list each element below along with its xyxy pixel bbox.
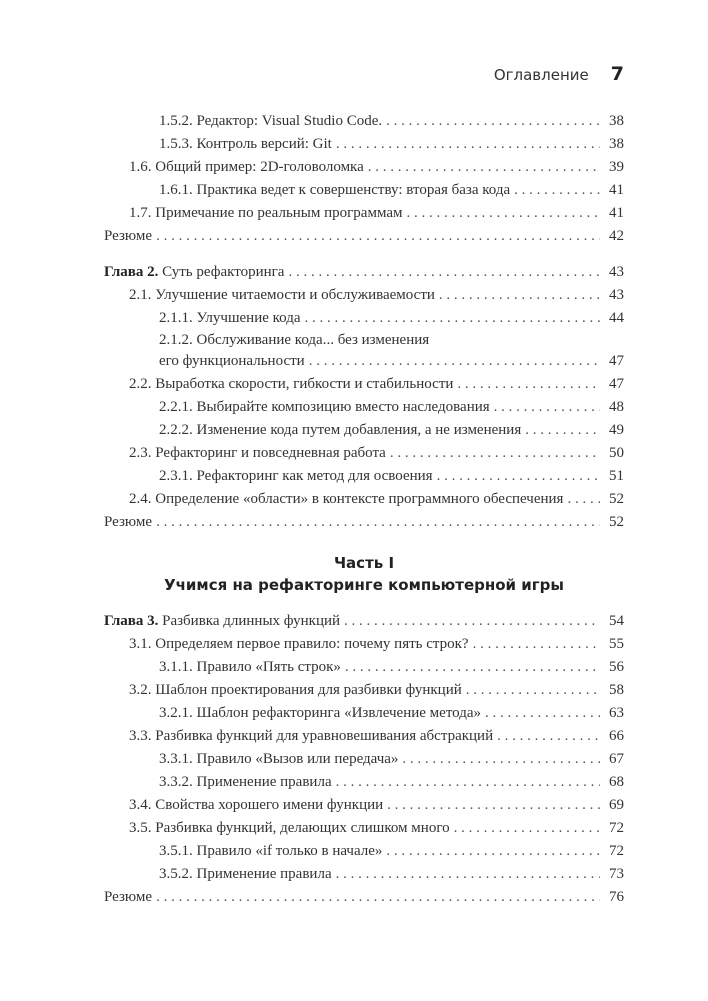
leader-dots: [473, 633, 600, 656]
leader-dots: [336, 133, 600, 156]
leader-dots: [525, 419, 600, 442]
toc-chapter-3[interactable]: Глава 3. Разбивка длинных функций . . . 54: [104, 610, 624, 633]
page-number: 7: [610, 63, 624, 85]
toc-entry[interactable]: 3.5. Разбивка функций, делающих слишком много . . . 72: [104, 817, 624, 840]
part-label: Часть I: [333, 554, 395, 572]
toc-entry[interactable]: 3.4. Свойства хорошего имени функции . . . 69: [104, 794, 624, 817]
leader-dots: [309, 350, 600, 373]
toc-entry[interactable]: 1.6. Общий пример: 2D-головоломка . . . 39: [104, 156, 624, 179]
leader-dots: [305, 307, 600, 330]
toc-entry[interactable]: 1.7. Примечание по реальным программам . . . 41: [104, 202, 624, 225]
toc-entry[interactable]: 1.6.1. Практика ведет к совершенству: вторая база кода . . . 41: [104, 179, 624, 202]
toc-entry[interactable]: Резюме . . . 52: [104, 511, 624, 534]
toc-block-chapter1-tail: [104, 110, 624, 248]
toc-entry[interactable]: 2.1.2. Обслуживание кода... без изменения его функциональности . . . 47: [104, 330, 624, 373]
toc-entry[interactable]: Резюме . . . 42: [104, 225, 624, 248]
leader-dots: [386, 110, 600, 133]
running-head: [494, 63, 624, 85]
toc-entry[interactable]: 3.1.1. Правило «Пять строк» . . . 56: [104, 656, 624, 679]
toc-entry[interactable]: 2.2. Выработка скорости, гибкости и стабильности . . . 47: [104, 373, 624, 396]
leader-dots: [497, 725, 600, 748]
leader-dots: [368, 156, 600, 179]
leader-dots: [437, 465, 600, 488]
toc-entry[interactable]: 3.2.1. Шаблон рефакторинга «Извлечение метода» . . . 63: [104, 702, 624, 725]
toc-entry[interactable]: 3.5.1. Правило «if только в начале» . . . 72: [104, 840, 624, 863]
toc-chapter-2[interactable]: Глава 2. Суть рефакторинга . . . 43: [104, 261, 624, 284]
toc-entry[interactable]: 2.4. Определение «области» в контексте программного обеспечения . . . 52: [104, 488, 624, 511]
leader-dots: [156, 886, 600, 909]
toc-entry[interactable]: 2.3. Рефакторинг и повседневная работа . . . 50: [104, 442, 624, 465]
toc-entry[interactable]: 2.2.2. Изменение кода путем добавления, а не изменения . . . 49: [104, 419, 624, 442]
leader-dots: [494, 396, 600, 419]
leader-dots: [567, 488, 600, 511]
toc-entry[interactable]: 2.3.1. Рефакторинг как метод для освоения . . . 51: [104, 465, 624, 488]
leader-dots: [345, 656, 600, 679]
leader-dots: [156, 511, 600, 534]
toc-entry[interactable]: 3.2. Шаблон проектирования для разбивки функций . . . 58: [104, 679, 624, 702]
leader-dots: [439, 284, 600, 307]
toc-entry[interactable]: 1.5.3. Контроль версий: Git . . . 38: [104, 133, 624, 156]
toc-entry[interactable]: 2.2.1. Выбирайте композицию вместо наследования . . . 48: [104, 396, 624, 419]
toc-entry[interactable]: 3.3.2. Применение правила . . . 68: [104, 771, 624, 794]
toc-entry[interactable]: 3.3.1. Правило «Вызов или передача» . . . 67: [104, 748, 624, 771]
leader-dots: [390, 442, 600, 465]
running-head-title: Оглавление: [493, 66, 589, 84]
leader-dots: [514, 179, 600, 202]
leader-dots: [387, 794, 600, 817]
leader-dots: [156, 225, 600, 248]
leader-dots: [466, 679, 600, 702]
part-title: Учимся на рефакторинге компьютерной игры: [164, 576, 564, 594]
toc-entry[interactable]: 3.5.2. Применение правила . . . 73: [104, 863, 624, 886]
part-heading: [104, 552, 624, 596]
leader-dots: [386, 840, 600, 863]
toc-entry[interactable]: Резюме . . . 76: [104, 886, 624, 909]
toc-entry[interactable]: 3.3. Разбивка функций для уравновешивания абстракций . . . 66: [104, 725, 624, 748]
toc-entry[interactable]: 1.5.2. Редактор: Visual Studio Code. . . . 38: [104, 110, 624, 133]
leader-dots: [402, 748, 600, 771]
leader-dots: [288, 261, 600, 284]
leader-dots: [485, 702, 600, 725]
leader-dots: [336, 771, 600, 794]
toc-entry[interactable]: 3.1. Определяем первое правило: почему пять строк? . . . 55: [104, 633, 624, 656]
leader-dots: [454, 817, 600, 840]
leader-dots: [344, 610, 600, 633]
leader-dots: [336, 863, 600, 886]
toc-block-chapter2: [104, 261, 624, 534]
toc-entry[interactable]: 2.1.1. Улучшение кода . . . 44: [104, 307, 624, 330]
leader-dots: [407, 202, 600, 225]
toc-block-chapter3: [104, 610, 624, 909]
leader-dots: [457, 373, 600, 396]
toc-entry[interactable]: 2.1. Улучшение читаемости и обслуживаемости . . . 43: [104, 284, 624, 307]
